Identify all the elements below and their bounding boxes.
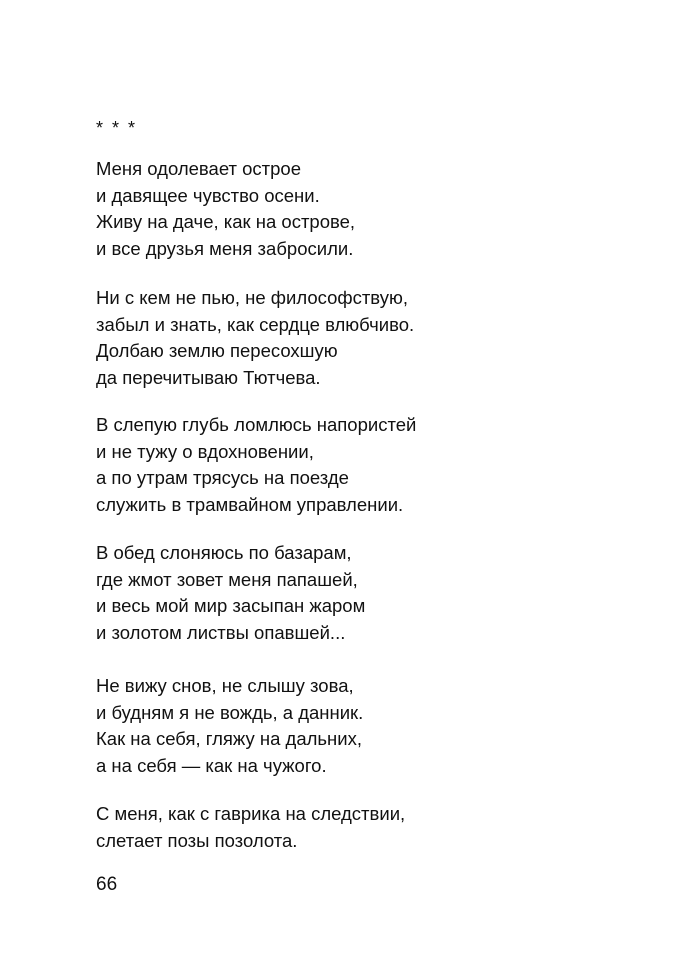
poem-line: и все друзья меня забросили. xyxy=(96,237,354,259)
stanza-6 xyxy=(96,801,405,854)
poem-line: где жмот зовет меня папашей, xyxy=(96,568,358,590)
poem-line: С меня, как с гаврика на следствии, xyxy=(96,803,406,824)
stanza-2 xyxy=(96,285,414,391)
poem-line: и будням я не вождь, а данник. xyxy=(96,701,364,723)
poem-line: слетает позы позолота. xyxy=(96,829,298,851)
poem-line: служить в трамвайном управлении. xyxy=(96,493,404,515)
poem-line: а на себя — как на чужого. xyxy=(96,754,327,776)
poem-line: Долбаю землю пересохшую xyxy=(96,340,338,361)
stanza-3 xyxy=(96,412,416,518)
poem-line: а по утрам трясусь на поезде xyxy=(96,467,349,488)
poem-separator: * * * xyxy=(96,118,138,138)
poem-line: и золотом листвы опавшей... xyxy=(96,621,346,643)
stanza-5 xyxy=(96,673,363,779)
poem-line: Живу на даче, как на острове, xyxy=(96,211,356,232)
poem-line: и весь мой мир засыпан жаром xyxy=(96,595,366,616)
poem-line: и давящее чувство осени. xyxy=(96,184,320,206)
poem-line: Как на себя, гляжу на дальних, xyxy=(96,728,362,749)
page-number: 66 xyxy=(96,874,118,895)
poem-line: Меня одолевает острое xyxy=(96,158,301,179)
poem-line: забыл и знать, как сердце влюбчиво. xyxy=(96,313,415,335)
poem-line: Не вижу снов, не слышу зова, xyxy=(96,675,354,696)
poem-line: В обед слоняюсь по базарам, xyxy=(96,542,352,563)
stanza-4 xyxy=(96,540,365,646)
poem-line: да перечитываю Тютчева. xyxy=(96,366,321,388)
poem-line: В слепую глубь ломлюсь напористей xyxy=(96,414,417,435)
poem-line: и не тужу о вдохновении, xyxy=(96,440,314,462)
poem-line: Ни с кем не пью, не философствую, xyxy=(96,287,408,308)
stanza-1 xyxy=(96,156,355,262)
